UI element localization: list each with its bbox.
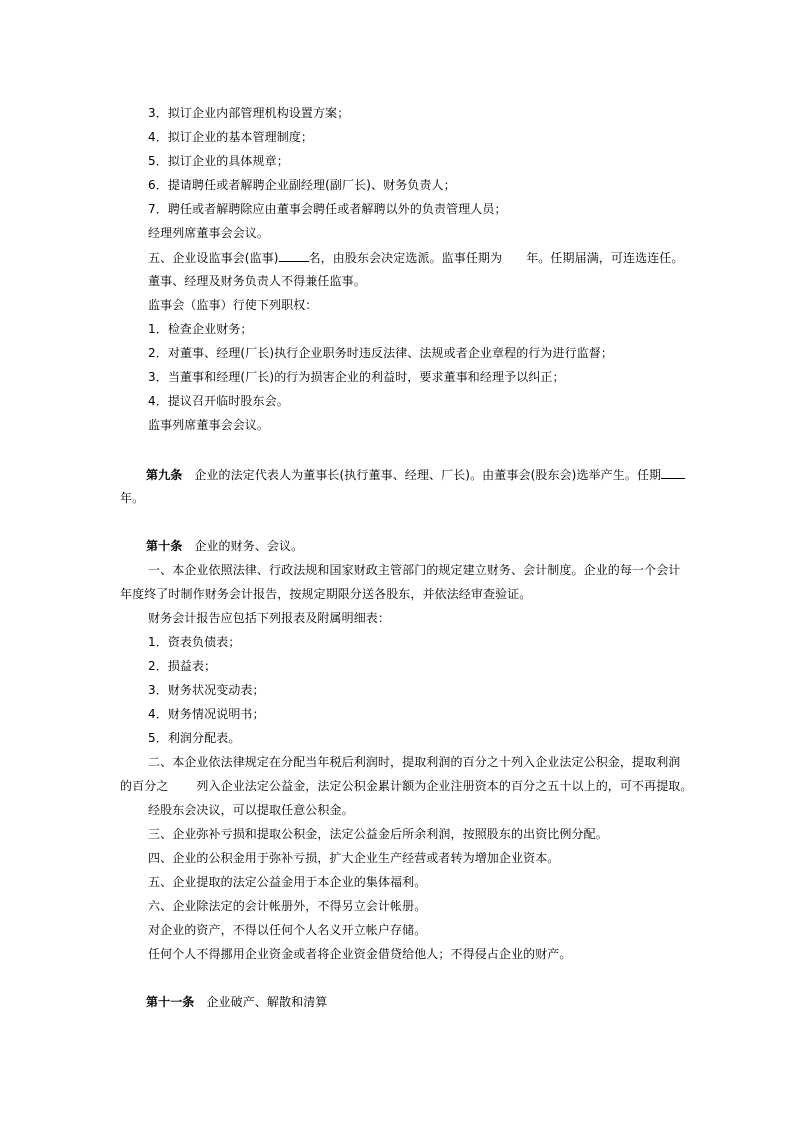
- supervisor-line-part-a: 五、企业设监事会(监事): [148, 251, 279, 265]
- article9-term-blank: [661, 466, 685, 479]
- article10-para2-line3: 经股东会决议，可以提取任意公积金。: [148, 803, 354, 817]
- article11-heading-line: [146, 994, 327, 1010]
- article10-para4: 四、企业的公积金用于弥补亏损，扩大企业生产经营或者转为增加企业资本。: [148, 851, 560, 865]
- article9-text-end: 年。: [120, 491, 145, 505]
- supervisor-count-blank: [279, 249, 309, 262]
- article9-line: [146, 466, 685, 483]
- article10-para3: 三、企业弥补亏损和提取公积金，法定公益金后所余利润，按照股东的出资比例分配。: [148, 827, 608, 841]
- supervisor-line-part-c: 年。任期届满，可连选连任。: [526, 251, 684, 265]
- supervisor-power-2: 2．对董事、经理(厂长)执行企业职务时违反法律、法规或者企业章程的行为进行监督；: [148, 346, 614, 360]
- article10-para1-line2: 年度终了时制作财务会计报告，按规定期限分送各股东，并依法经审查验证。: [120, 587, 532, 601]
- article11-title: 第十一条: [146, 995, 195, 1009]
- report-intro: 财务会计报告应包括下列报表及附属明细表：: [148, 611, 391, 625]
- article10-para7: 对企业的资产，不得以任何个人名义开立帐户存储。: [148, 923, 427, 937]
- report-item-3: 3．财务状况变动表；: [148, 683, 265, 697]
- supervisor-power-1: 1．检查企业财务；: [148, 322, 253, 336]
- report-item-1: 1．资表负债表；: [148, 635, 241, 649]
- manager-power-item-3: 3．拟订企业内部管理机构设置方案；: [148, 106, 350, 120]
- report-item-5: 5．利润分配表。: [148, 731, 241, 745]
- article10-title: 第十条: [146, 539, 183, 553]
- article9-title: 第九条: [146, 468, 183, 482]
- report-item-4: 4．财务情况说明书；: [148, 707, 265, 721]
- manager-power-item-7: 7．聘任或者解聘除应由董事会聘任或者解聘以外的负责管理人员；: [148, 202, 507, 216]
- article10-para8: 任何个人不得挪用企业资金或者将企业资金借贷给他人；不得侵占企业的财产。: [148, 947, 572, 961]
- article10-heading-line: [146, 538, 303, 554]
- article10-para2-line2: [120, 778, 693, 794]
- article11-heading: 企业破产、解散和清算: [206, 995, 328, 1009]
- supervisor-line-part-b: 名，由股东会决定选派。监事任期为: [308, 251, 503, 265]
- para2-line2-part-b: 列入企业法定公益金，法定公积金累计额为企业注册资本的百分之五十以上的，可不再提取。: [196, 779, 693, 793]
- supervisor-board-line: [148, 249, 684, 266]
- article10-heading: 企业的财务、会议。: [194, 539, 304, 553]
- supervisor-power-3: 3．当董事和经理(厂长)的行为损害企业的利益时，要求董事和经理予以纠正；: [148, 370, 565, 384]
- article10-para6: 六、企业除法定的会计帐册外，不得另立会计帐册。: [148, 899, 427, 913]
- report-item-2: 2．损益表；: [148, 659, 217, 673]
- article10-para2-line1: 二、本企业依法律规定在分配当年税后利润时，提取利润的百分之十列入企业法定公积金，提取利润: [148, 755, 681, 769]
- manager-attend-text: 经理列席董事会会议。: [148, 226, 270, 240]
- supervisor-powers-intro: 监事会（监事）行使下列职权：: [148, 298, 318, 312]
- manager-power-item-6: 6．提请聘任或者解聘企业副经理(副厂长)、财务负责人；: [148, 178, 456, 192]
- manager-power-item-4: 4．拟订企业的基本管理制度；: [148, 130, 314, 144]
- supervisor-restriction: 董事、经理及财务负责人不得兼任监事。: [148, 274, 366, 288]
- supervisor-attend-text: 监事列席董事会会议。: [148, 418, 270, 432]
- article9-text: 企业的法定代表人为董事长(执行董事、经理、厂长)。由董事会(股东会)选举产生。任期: [194, 468, 662, 482]
- article10-para5: 五、企业提取的法定公益金用于本企业的集体福利。: [148, 875, 427, 889]
- article10-para1-line1: 一、本企业依照法律、行政法规和国家财政主管部门的规定建立财务、会计制度。企业的每一个会计: [148, 563, 681, 577]
- supervisor-power-4: 4．提议召开临时股东会。: [148, 394, 289, 408]
- manager-power-item-5: 5．拟订企业的具体规章；: [148, 154, 289, 168]
- para2-line2-part-a: 的百分之: [120, 779, 169, 793]
